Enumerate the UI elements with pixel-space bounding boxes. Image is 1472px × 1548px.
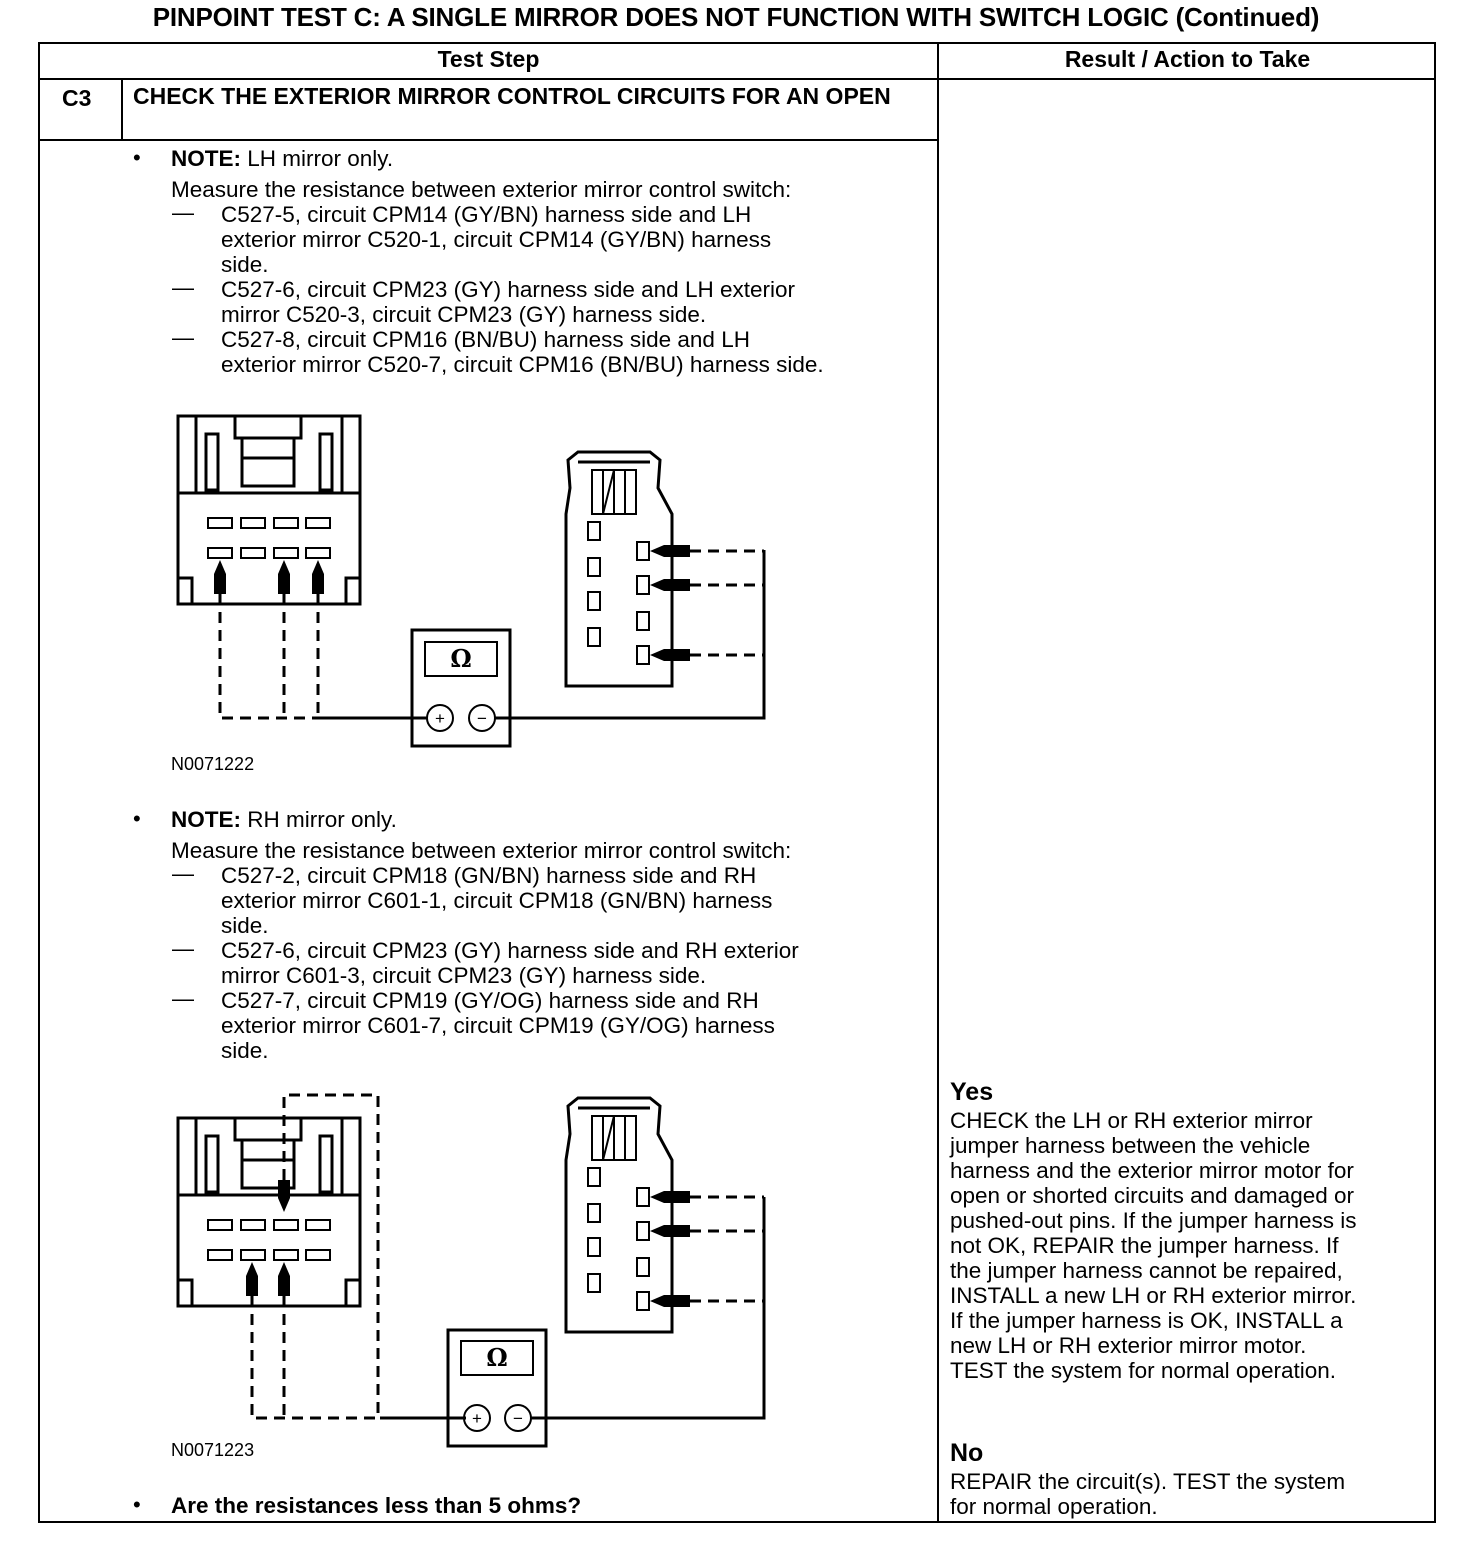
lh-figure-id: N0071222: [171, 754, 255, 774]
rh-item-2-line-2: mirror C601-3, circuit CPM23 (GY) harness side.: [221, 963, 707, 988]
rh-figure-id: N0071223: [171, 1440, 255, 1460]
rh-item-3-line-2: exterior mirror C601-7, circuit CPM19 (GY/OG) harness: [221, 1013, 775, 1038]
note-text: RH mirror only.: [241, 807, 397, 832]
ohm-symbol: Ω: [450, 644, 472, 673]
page-title: PINPOINT TEST C: A SINGLE MIRROR DOES NOT FUNCTION WITH SWITCH LOGIC (Continued): [152, 2, 1320, 32]
probe-tips: [246, 1180, 290, 1296]
yes-line: INSTALL a new LH or RH exterior mirror.: [950, 1283, 1357, 1308]
yes-line: not OK, REPAIR the jumper harness. If: [950, 1233, 1339, 1258]
yes-line: TEST the system for normal operation.: [950, 1358, 1336, 1383]
dash: —: [172, 200, 194, 225]
lh-item-2-line-2: mirror C520-3, circuit CPM23 (GY) harness side.: [221, 302, 707, 327]
dash: —: [172, 986, 194, 1011]
lh-item-1-line-3: side.: [221, 252, 269, 277]
question-text: Are the resistances less than 5 ohms?: [171, 1493, 582, 1518]
yes-label: Yes: [950, 1078, 994, 1106]
note-label: NOTE:: [171, 146, 241, 171]
bullet: •: [133, 1492, 141, 1517]
minus-terminal: −: [477, 709, 487, 728]
yes-line: If the jumper harness is OK, INSTALL a: [950, 1308, 1343, 1333]
rh-item-3-line-3: side.: [221, 1038, 269, 1063]
lh-measure-text: Measure the resistance between exterior mirror control switch:: [171, 177, 792, 202]
rh-item-1-line-2: exterior mirror C601-1, circuit CPM18 (GN/BN) harness: [221, 888, 773, 913]
lh-item-1-line-2: exterior mirror C520-1, circuit CPM14 (GY/BN) harness: [221, 227, 772, 252]
bullet: •: [133, 145, 141, 170]
dash: —: [172, 325, 194, 350]
yes-line: the jumper harness cannot be repaired,: [950, 1258, 1343, 1283]
switch-connector-c527: [178, 1118, 360, 1306]
mirror-test-leads: [690, 1197, 764, 1306]
dash: —: [172, 861, 194, 886]
bullet: •: [133, 806, 141, 831]
no-action: [950, 1469, 1430, 1519]
rh-item-3-line-1: C527-7, circuit CPM19 (GY/OG) harness side and RH: [221, 988, 759, 1013]
note-label: NOTE:: [171, 807, 241, 832]
yes-action: [950, 1108, 1430, 1383]
minus-terminal: −: [513, 1409, 523, 1428]
lh-item-3-line-1: C527-8, circuit CPM16 (BN/BU) harness side and LH: [221, 327, 750, 352]
step-number: C3: [62, 85, 92, 111]
header-result-action: Result / Action to Take: [1064, 46, 1311, 72]
yes-line: CHECK the LH or RH exterior mirror: [950, 1108, 1313, 1133]
lh-item-1-line-1: C527-5, circuit CPM14 (GY/BN) harness side and LH: [221, 202, 752, 227]
lh-item-2-line-1: C527-6, circuit CPM23 (GY) harness side and LH exterior: [221, 277, 795, 302]
mirror-connector-c601: [566, 1098, 672, 1332]
no-line: for normal operation.: [950, 1494, 1158, 1519]
rh-item-2-line-1: C527-6, circuit CPM23 (GY) harness side and RH exterior: [221, 938, 799, 963]
note-text: LH mirror only.: [241, 146, 394, 171]
step-heading: CHECK THE EXTERIOR MIRROR CONTROL CIRCUITS FOR AN OPEN: [133, 83, 891, 109]
yes-line: harness and the exterior mirror motor for: [950, 1158, 1354, 1183]
no-label: No: [950, 1439, 984, 1467]
dash: —: [172, 275, 194, 300]
yes-line: pushed-out pins. If the jumper harness is: [950, 1208, 1357, 1233]
yes-line: new LH or RH exterior mirror motor.: [950, 1333, 1307, 1358]
dash: —: [172, 936, 194, 961]
yes-line: open or shorted circuits and damaged or: [950, 1183, 1354, 1208]
plus-terminal: +: [472, 1409, 482, 1428]
yes-line: jumper harness between the vehicle: [950, 1133, 1311, 1158]
rh-item-1-line-1: C527-2, circuit CPM18 (GN/BN) harness side and RH: [221, 863, 757, 888]
rh-item-1-line-3: side.: [221, 913, 269, 938]
ohm-symbol: Ω: [486, 1343, 508, 1372]
column-divider: [937, 42, 939, 1523]
header-test-step: Test Step: [437, 46, 540, 72]
no-line: REPAIR the circuit(s). TEST the system: [950, 1469, 1346, 1494]
lh-item-3-line-2: exterior mirror C520-7, circuit CPM16 (BN/BU) harness side.: [221, 352, 824, 377]
mirror-probe-tips: [650, 1191, 690, 1307]
plus-terminal: +: [435, 709, 445, 728]
rh-measure-text: Measure the resistance between exterior mirror control switch:: [171, 838, 792, 863]
